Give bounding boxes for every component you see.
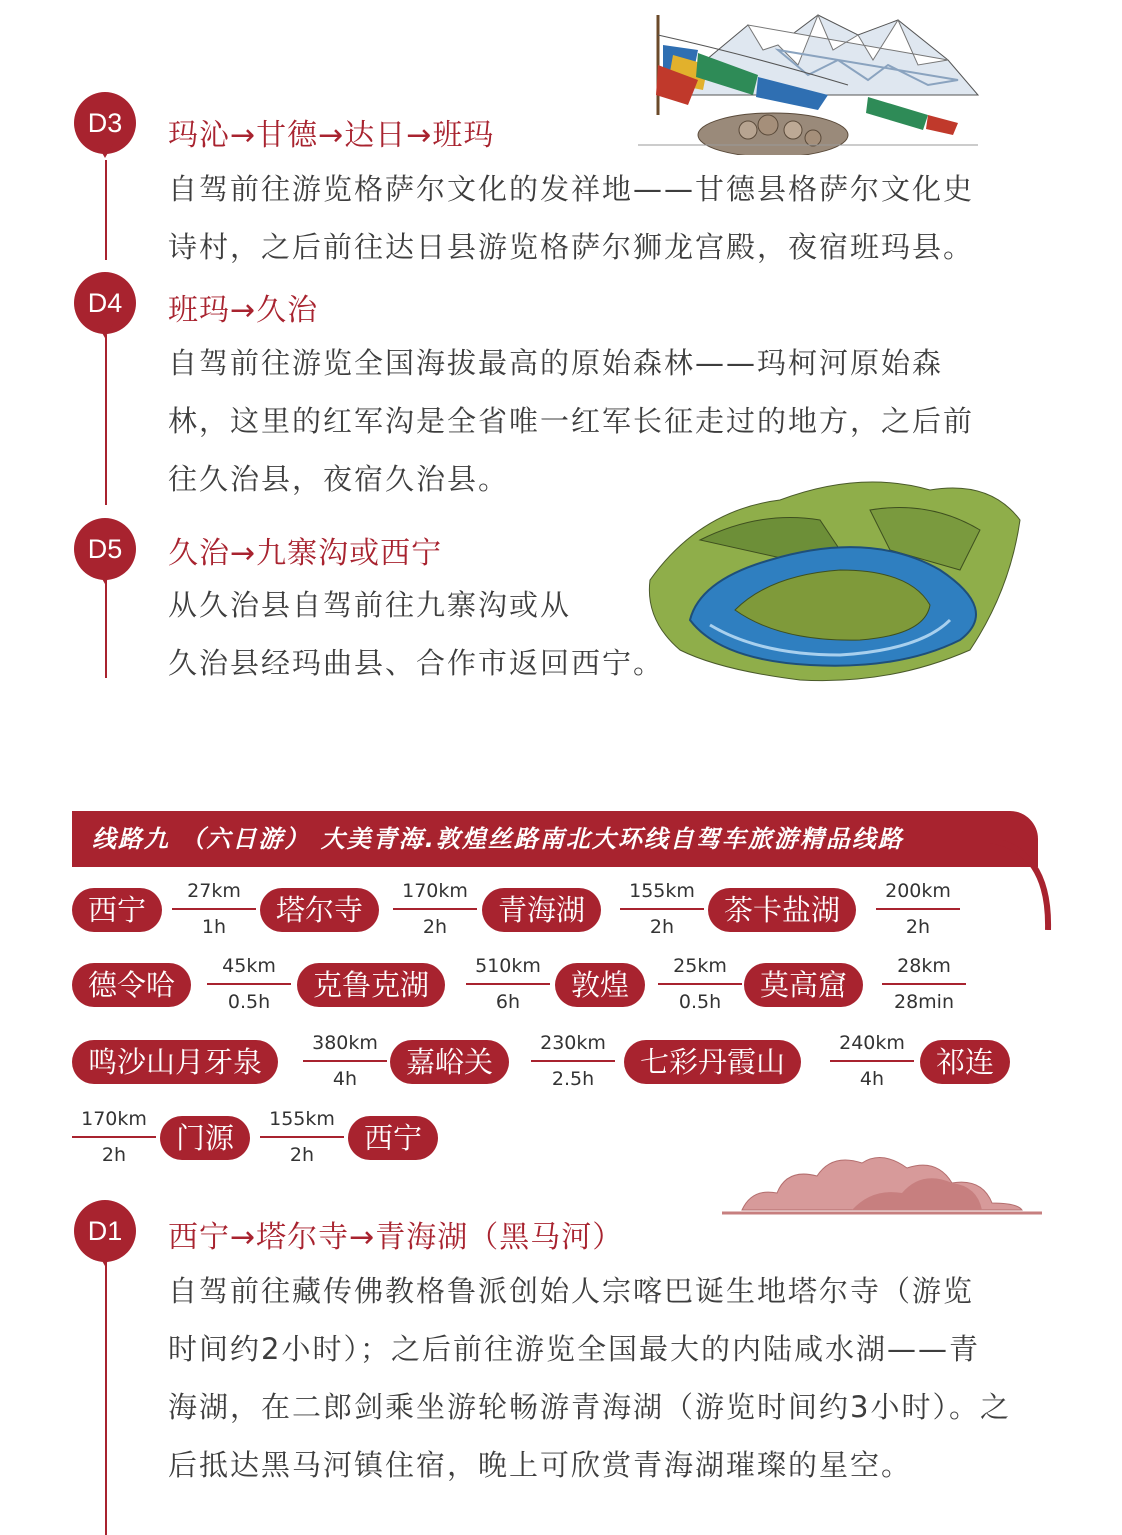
day-marker-d4 — [74, 272, 144, 342]
description-line: 海湖，在二郎剑乘坐游轮畅游青海湖（游览时间约3小时）。之 — [168, 1390, 1011, 1424]
segment-distance: 28km — [897, 955, 951, 977]
day-description-d1 — [168, 1262, 1011, 1494]
segment-time: 2h — [649, 916, 675, 938]
route-stop: 祁连 — [920, 1040, 1010, 1084]
segment-distance: 510km — [475, 955, 541, 977]
segment-distance: 230km — [540, 1032, 606, 1054]
segment-time: 2h — [905, 916, 931, 938]
description-line: 往久治县，夜宿久治县。 — [168, 462, 510, 496]
route-stop: 青海湖 — [482, 888, 601, 932]
day-description-d3 — [168, 160, 974, 276]
segment-time: 0.5h — [678, 991, 722, 1013]
route-segment — [658, 953, 742, 1015]
segment-time: 2.5h — [551, 1068, 595, 1090]
segment-time: 28min — [893, 991, 954, 1013]
segment-distance: 45km — [222, 955, 276, 977]
route-segment — [876, 878, 960, 940]
segment-time: 2h — [101, 1144, 127, 1166]
description-line: 自驾前往藏传佛教格鲁派创始人宗喀巴诞生地塔尔寺（游览 — [168, 1274, 975, 1308]
route-stop: 门源 — [160, 1116, 250, 1160]
route-stop: 西宁 — [72, 888, 162, 932]
segment-time: 2h — [289, 1144, 315, 1166]
segment-distance: 240km — [839, 1032, 905, 1054]
route-segment — [830, 1030, 914, 1092]
segment-distance: 170km — [81, 1108, 147, 1130]
segment-divider — [620, 908, 704, 910]
route-stop: 塔尔寺 — [260, 888, 379, 932]
description-line: 后抵达黑马河镇住宿，晚上可欣赏青海湖璀璨的星空。 — [168, 1448, 913, 1482]
route-segment — [260, 1106, 344, 1168]
segment-divider — [876, 908, 960, 910]
route-stop: 德令哈 — [72, 963, 191, 1007]
route-stop: 嘉峪关 — [390, 1040, 509, 1084]
day-marker-d3 — [74, 92, 144, 162]
description-line: 久治县经玛曲县、合作市返回西宁。 — [168, 646, 665, 680]
route-segment — [531, 1030, 615, 1092]
segment-divider — [393, 908, 477, 910]
segment-distance: 155km — [269, 1108, 335, 1130]
segment-divider — [466, 983, 550, 985]
description-line: 林，这里的红军沟是全省唯一红军长征走过的地方，之后前 — [168, 404, 975, 438]
route-stop: 鸣沙山月牙泉 — [72, 1040, 278, 1084]
banner-curve-decoration — [990, 840, 1052, 930]
route-banner-title: 线路九 （六日游） 大美青海.敦煌丝路南北大环线自驾车旅游精品线路 — [92, 825, 904, 853]
segment-divider — [72, 1136, 156, 1138]
prayer-flag-mountain-illustration — [628, 5, 988, 155]
segment-distance: 380km — [312, 1032, 378, 1054]
route-segment — [466, 953, 550, 1015]
segment-divider — [207, 983, 291, 985]
day-title-d1: 西宁→塔尔寺→青海湖（黑马河） — [168, 1220, 624, 1255]
segment-time: 4h — [332, 1068, 358, 1090]
segment-distance: 27km — [187, 880, 241, 902]
timeline-line-d3 — [105, 160, 107, 260]
timeline-line-d1 — [105, 1260, 107, 1535]
route-banner — [72, 811, 1038, 867]
route-segment — [303, 1030, 387, 1092]
segment-divider — [260, 1136, 344, 1138]
description-line: 时间约2小时）；之后前往游览全国最大的内陆咸水湖——青 — [168, 1332, 980, 1366]
segment-divider — [658, 983, 742, 985]
segment-divider — [830, 1060, 914, 1062]
segment-distance: 170km — [402, 880, 468, 902]
day-marker-d5 — [74, 518, 144, 588]
day-title-d4: 班玛→久治 — [168, 293, 319, 328]
route-segment — [882, 953, 966, 1015]
segment-distance: 25km — [673, 955, 727, 977]
segment-time: 0.5h — [227, 991, 271, 1013]
route-segment — [207, 953, 291, 1015]
route-segment — [620, 878, 704, 940]
segment-divider — [882, 983, 966, 985]
segment-divider — [172, 908, 256, 910]
description-line: 从久治县自驾前往九寨沟或从 — [168, 588, 572, 622]
segment-time: 6h — [495, 991, 521, 1013]
timeline-line-d5 — [105, 578, 107, 678]
segment-distance: 155km — [629, 880, 695, 902]
description-line: 诗村，之后前往达日县游览格萨尔狮龙宫殿，夜宿班玛县。 — [168, 230, 975, 264]
segment-time: 4h — [859, 1068, 885, 1090]
day-marker-d1 — [74, 1200, 144, 1270]
route-stop: 茶卡盐湖 — [708, 888, 856, 932]
segment-time: 2h — [422, 916, 448, 938]
day-title-d3: 玛沁→甘德→达日→班玛 — [168, 118, 495, 153]
route-stop: 敦煌 — [555, 963, 645, 1007]
description-line: 自驾前往游览格萨尔文化的发祥地——甘德县格萨尔文化史 — [168, 172, 975, 206]
day-marker-label: D4 — [87, 288, 123, 318]
route-stop: 莫高窟 — [744, 963, 863, 1007]
segment-divider — [531, 1060, 615, 1062]
route-segment — [72, 1106, 156, 1168]
segment-divider — [303, 1060, 387, 1062]
segment-distance: 200km — [885, 880, 951, 902]
day-marker-label: D3 — [87, 108, 123, 138]
route-stop: 七彩丹霞山 — [624, 1040, 801, 1084]
route-segment — [393, 878, 477, 940]
route-segment — [172, 878, 256, 940]
day-marker-label: D5 — [87, 534, 123, 564]
description-line: 自驾前往游览全国海拔最高的原始森林——玛柯河原始森 — [168, 346, 944, 380]
cloud-illustration — [722, 1148, 1042, 1222]
route-stop: 西宁 — [348, 1116, 438, 1160]
day-marker-label: D1 — [87, 1216, 123, 1246]
day-description-d5 — [168, 576, 664, 692]
day-description-d4 — [168, 334, 974, 508]
route-stop: 克鲁克湖 — [297, 963, 445, 1007]
day-title-d5: 久治→九寨沟或西宁 — [168, 536, 443, 571]
timeline-line-d4 — [105, 335, 107, 505]
segment-time: 1h — [201, 916, 227, 938]
